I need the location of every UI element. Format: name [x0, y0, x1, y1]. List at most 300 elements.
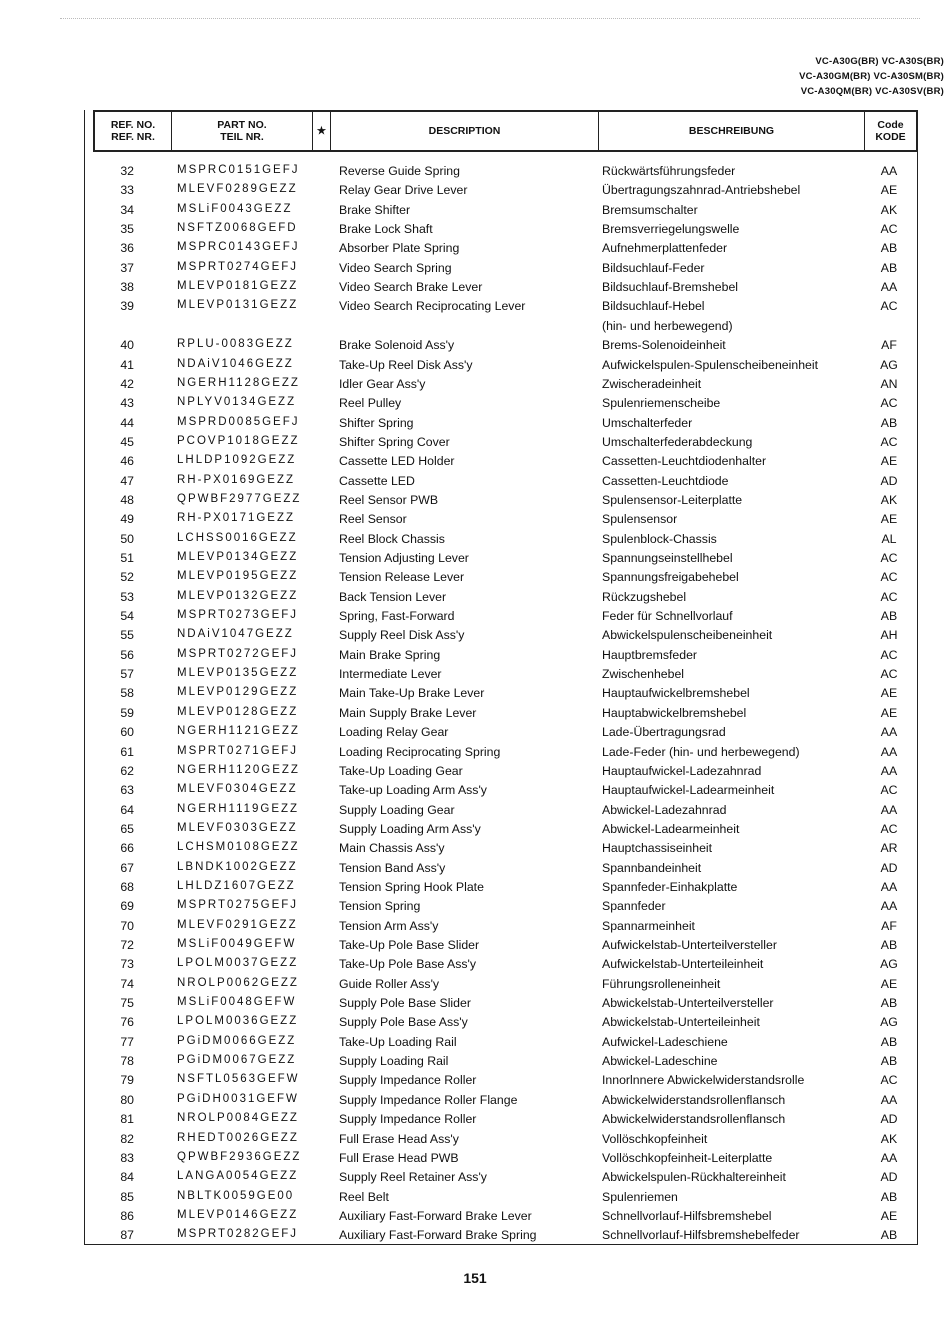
- beschreibung-cell: Vollöschkopfeinheit: [602, 1131, 708, 1146]
- code-cell: AE: [880, 512, 898, 527]
- code-cell: AA: [880, 164, 898, 178]
- ref-cell: 69: [120, 899, 134, 914]
- table-row: [84, 570, 918, 589]
- description-cell: Idler Gear Ass'y: [339, 376, 426, 391]
- part-number-cell: RHEDT0026GEZZ: [177, 1131, 299, 1144]
- code-cell: AB: [880, 938, 898, 952]
- part-number-cell: MSLiF0049GEFW: [177, 938, 297, 950]
- code-cell: AL: [881, 531, 897, 546]
- beschreibung-cell: Spannbandeinheit: [602, 860, 702, 875]
- table-row: [84, 203, 918, 222]
- part-number-cell: MSPRC0143GEFJ: [177, 241, 300, 254]
- description-cell: Video Search Spring: [339, 260, 452, 275]
- beschreibung-cell: Spulenriemenscheibe: [602, 396, 721, 411]
- part-number-cell: MLEVP0128GEZZ: [177, 705, 299, 718]
- ref-cell: 73: [120, 957, 134, 972]
- beschreibung-cell: Cassetten-Leuchtdiode: [602, 473, 729, 488]
- code-cell: AC: [880, 396, 898, 411]
- code-cell: AB: [880, 1034, 898, 1049]
- table-row: [84, 706, 918, 725]
- table-row: [84, 1035, 918, 1054]
- table-row: [84, 1228, 918, 1247]
- description-cell: Tension Adjusting Lever: [339, 551, 469, 565]
- ref-cell: 67: [120, 860, 134, 875]
- part-number-cell: MSPRT0275GEFJ: [177, 899, 299, 912]
- table-row: [84, 319, 918, 338]
- header-part-en: PART NO.: [217, 119, 267, 131]
- code-cell: AB: [880, 996, 898, 1011]
- table-row: [84, 841, 918, 860]
- code-cell: AD: [880, 473, 898, 488]
- part-number-cell: LPOLM0036GEZZ: [177, 1015, 299, 1028]
- beschreibung-cell: Bildsuchlauf-Feder: [602, 260, 705, 275]
- code-cell: AB: [880, 1054, 898, 1069]
- code-cell: AG: [880, 357, 898, 372]
- header-description: [331, 112, 598, 150]
- table-row: [84, 686, 918, 705]
- ref-cell: 42: [120, 376, 134, 391]
- description-cell: Main Chassis Ass'y: [339, 841, 445, 856]
- description-cell: Main Brake Spring: [339, 647, 441, 662]
- table-row: [84, 648, 918, 667]
- ref-cell: 74: [120, 976, 134, 991]
- table-row: [84, 1132, 918, 1151]
- code-cell: AF: [881, 338, 897, 353]
- ref-cell: 81: [120, 1112, 134, 1127]
- ref-cell: 57: [120, 667, 134, 682]
- part-number-cell: MLEVP0146GEZZ: [177, 1208, 299, 1221]
- header-code-de: KODE: [875, 131, 906, 143]
- table-row: [84, 1093, 918, 1112]
- top-edge-dots: [60, 18, 920, 21]
- description-cell: Auxiliary Fast-Forward Brake Spring: [339, 1228, 537, 1243]
- code-cell: AA: [880, 1150, 898, 1165]
- beschreibung-cell: Hauptaufwickelbremshebel: [602, 686, 750, 701]
- code-cell: AC: [880, 299, 898, 314]
- model-line: VC-A30G(BR) VC-A30S(BR): [815, 56, 944, 67]
- part-number-cell: MLEVF0289GEZZ: [177, 183, 298, 196]
- table-row: [84, 1112, 918, 1131]
- description-cell: Tension Band Ass'y: [339, 860, 446, 875]
- part-number-cell: NSFTL0563GEFW: [177, 1073, 300, 1086]
- table-row: [84, 628, 918, 647]
- table-row: [84, 957, 918, 976]
- table-header: [93, 110, 918, 152]
- code-cell: AB: [880, 1189, 898, 1204]
- code-cell: AA: [880, 879, 898, 894]
- page-number: 151: [463, 1270, 487, 1286]
- code-cell: AH: [880, 628, 898, 643]
- beschreibung-cell: Spulenriemen: [602, 1189, 678, 1204]
- header-part-de: TEIL NR.: [220, 131, 264, 143]
- code-cell: AE: [880, 686, 898, 701]
- code-cell: AR: [880, 841, 898, 856]
- description-cell: Tension Spring: [339, 899, 421, 914]
- beschreibung-cell: Spulensensor-Leiterplatte: [602, 492, 743, 507]
- description-cell: Take-Up Pole Base Slider: [339, 938, 480, 952]
- code-cell: AA: [880, 280, 898, 295]
- ref-cell: 79: [120, 1073, 134, 1088]
- ref-cell: 86: [120, 1208, 134, 1223]
- code-cell: AA: [880, 899, 898, 914]
- description-cell: Reverse Guide Spring: [339, 164, 460, 178]
- description-cell: Loading Reciprocating Spring: [339, 744, 501, 759]
- table-row: [84, 338, 918, 357]
- description-cell: Reel Pulley: [339, 396, 402, 411]
- ref-cell: 58: [120, 686, 134, 701]
- description-cell: Supply Impedance Roller: [339, 1112, 477, 1127]
- table-row: [84, 183, 918, 202]
- beschreibung-cell: Bremsumschalter: [602, 202, 698, 217]
- part-number-cell: MSPRC0151GEFJ: [177, 164, 300, 176]
- header-code: [865, 112, 916, 150]
- beschreibung-cell: Hauptbremsfeder: [602, 647, 698, 662]
- code-cell: AK: [880, 202, 898, 217]
- part-number-cell: LHLDP1092GEZZ: [177, 454, 297, 467]
- beschreibung-cell: Cassetten-Leuchtdiodenhalter: [602, 454, 767, 469]
- code-cell: AC: [880, 821, 898, 836]
- code-cell: AE: [880, 705, 898, 720]
- table-row: [84, 474, 918, 493]
- beschreibung-cell: Hauptaufwickel-Ladezahnrad: [602, 763, 762, 778]
- description-cell: Auxiliary Fast-Forward Brake Lever: [339, 1208, 532, 1223]
- table-row: [84, 222, 918, 241]
- ref-cell: 72: [120, 938, 134, 952]
- beschreibung-cell: Bildsuchlauf-Bremshebel: [602, 280, 739, 295]
- code-cell: AE: [880, 454, 898, 469]
- description-cell: Main Take-Up Brake Lever: [339, 686, 485, 701]
- beschreibung-cell: Führungsrolleneinheit: [602, 976, 721, 991]
- table-row: [84, 919, 918, 938]
- ref-cell: 70: [120, 918, 134, 933]
- description-cell: Supply Loading Rail: [339, 1054, 449, 1069]
- ref-cell: 46: [120, 454, 134, 469]
- description-cell: Take-Up Loading Rail: [339, 1034, 457, 1049]
- code-cell: AN: [880, 376, 898, 391]
- ref-cell: 36: [120, 241, 134, 256]
- table-row: [84, 280, 918, 299]
- code-cell: AB: [880, 260, 898, 275]
- description-cell: Brake Shifter: [339, 202, 411, 217]
- part-number-cell: PGiDH0031GEFW: [177, 1092, 299, 1105]
- beschreibung-cell: Hauptchassiseinheit: [602, 841, 713, 856]
- table-row: [84, 1170, 918, 1189]
- ref-cell: 40: [120, 338, 134, 353]
- ref-cell: 77: [120, 1034, 134, 1049]
- description-cell: Full Erase Head PWB: [339, 1150, 459, 1165]
- part-number-cell: RH-PX0171GEZZ: [177, 512, 296, 525]
- code-cell: AB: [880, 241, 898, 256]
- ref-cell: 56: [120, 647, 134, 662]
- header-beschreibung: [599, 112, 864, 150]
- ref-cell: 66: [120, 841, 134, 856]
- table-row: [84, 1073, 918, 1092]
- code-cell: AD: [880, 1112, 898, 1127]
- beschreibung-cell: Abwickelstab-Unterteileinheit: [602, 1015, 760, 1030]
- table-row: [84, 996, 918, 1015]
- ref-cell: 68: [120, 879, 134, 894]
- description-cell: Shifter Spring: [339, 415, 414, 430]
- ref-cell: 65: [120, 821, 134, 836]
- description-cell: Supply Impedance Roller: [339, 1073, 477, 1088]
- code-cell: AC: [880, 783, 898, 798]
- beschreibung-cell: Abwickel-Ladearmeinheit: [602, 821, 740, 836]
- description-cell: Take-Up Reel Disk Ass'y: [339, 357, 473, 372]
- table-row: [84, 822, 918, 841]
- table-row: [84, 416, 918, 435]
- part-number-cell: MSPRT0273GEFJ: [177, 609, 299, 622]
- table-row: [84, 880, 918, 899]
- beschreibung-cell: Aufwickelstab-Unterteilversteller: [602, 938, 777, 952]
- ref-cell: 83: [120, 1150, 134, 1165]
- table-row: [84, 435, 918, 454]
- model-line: VC-A30GM(BR) VC-A30SM(BR): [799, 71, 944, 82]
- code-cell: AB: [880, 415, 898, 430]
- model-line: VC-A30QM(BR) VC-A30SV(BR): [800, 86, 944, 97]
- description-cell: Cassette LED Holder: [339, 454, 455, 469]
- part-number-cell: MLEVF0304GEZZ: [177, 783, 298, 796]
- table-row: [84, 745, 918, 764]
- part-number-cell: LANGA0054GEZZ: [177, 1170, 299, 1183]
- table-row: [84, 493, 918, 512]
- header-part: [172, 112, 312, 150]
- table-row: [84, 899, 918, 918]
- part-number-cell: MSPRT0271GEFJ: [177, 744, 299, 757]
- header-ref: [95, 112, 171, 150]
- beschreibung-cell: Aufwickelstab-Unterteileinheit: [602, 957, 764, 972]
- part-number-cell: MSPRT0272GEFJ: [177, 647, 299, 660]
- code-cell: AC: [880, 222, 898, 237]
- description-cell: Brake Solenoid Ass'y: [339, 338, 455, 353]
- table-row: [84, 977, 918, 996]
- table-row: [84, 590, 918, 609]
- part-number-cell: LHLDZ1607GEZZ: [177, 879, 296, 892]
- part-number-cell: MSLiF0048GEFW: [177, 996, 297, 1009]
- beschreibung-cell: Spulensensor: [602, 512, 678, 527]
- ref-cell: 44: [120, 415, 134, 430]
- description-cell: Intermediate Lever: [339, 667, 442, 682]
- beschreibung-cell: Spulenblock-Chassis: [602, 531, 717, 546]
- code-cell: AC: [880, 647, 898, 662]
- beschreibung-cell: Übertragungszahnrad-Antriebshebel: [602, 183, 801, 198]
- ref-cell: 63: [120, 783, 134, 798]
- part-number-cell: MLEVF0303GEZZ: [177, 821, 298, 834]
- beschreibung-cell: Abwickel-Ladeschine: [602, 1054, 718, 1069]
- description-cell: Tension Spring Hook Plate: [339, 879, 484, 894]
- part-number-cell: LBNDK1002GEZZ: [177, 860, 298, 873]
- ref-cell: 78: [120, 1054, 134, 1069]
- ref-cell: 54: [120, 609, 134, 624]
- beschreibung-cell: Bremsverriegelungswelle: [602, 222, 740, 237]
- ref-cell: 80: [120, 1092, 134, 1107]
- description-cell: Supply Loading Arm Ass'y: [339, 821, 481, 836]
- beschreibung-cell: Hauptaufwickel-Ladearmeinheit: [602, 783, 775, 798]
- header-ref-en: REF. NO.: [110, 119, 156, 131]
- table-row: [84, 609, 918, 628]
- ref-cell: 51: [120, 551, 134, 565]
- description-cell: Loading Relay Gear: [339, 725, 449, 740]
- code-cell: AC: [880, 570, 898, 585]
- part-number-cell: MLEVP0131GEZZ: [177, 299, 299, 312]
- header-ref-de: REF. NR.: [111, 131, 155, 143]
- beschreibung-cell: Umschalterfeder: [602, 415, 693, 430]
- description-cell: Back Tension Lever: [339, 589, 447, 604]
- code-cell: AC: [880, 551, 898, 565]
- ref-cell: 59: [120, 705, 134, 720]
- beschreibung-cell: Zwischenhebel: [602, 667, 685, 682]
- code-cell: AE: [880, 976, 898, 991]
- table-row: [84, 261, 918, 280]
- beschreibung-cell: Spannungsfreigabehebel: [602, 570, 739, 585]
- model-numbers: [744, 54, 944, 99]
- table-row: [84, 725, 918, 744]
- beschreibung-cell: Lade-Übertragungsrad: [602, 725, 726, 740]
- part-number-cell: LCHSS0016GEZZ: [177, 531, 298, 544]
- ref-cell: 39: [120, 299, 134, 314]
- header-beschreibung-label: BESCHREIBUNG: [688, 125, 775, 137]
- ref-cell: 75: [120, 996, 134, 1011]
- table-row: [84, 532, 918, 551]
- description-cell: Reel Sensor: [339, 512, 407, 527]
- table-row: [84, 551, 918, 570]
- part-number-cell: RH-PX0169GEZZ: [177, 473, 296, 486]
- table-row: [84, 164, 918, 183]
- table-row: [84, 667, 918, 686]
- table-row: [84, 358, 918, 377]
- beschreibung-cell: Schnellvorlauf-Hilfsbremshebel: [602, 1208, 772, 1223]
- ref-cell: 50: [120, 531, 134, 546]
- table-row: [84, 1054, 918, 1073]
- part-number-cell: MLEVP0132GEZZ: [177, 589, 299, 602]
- description-cell: Spring, Fast-Forward: [339, 609, 455, 624]
- beschreibung-cell: Abwickelspulenscheibeneinheit: [602, 628, 773, 643]
- description-cell: Shifter Spring Cover: [339, 434, 450, 449]
- code-cell: AK: [880, 1131, 898, 1146]
- part-number-cell: NGERH1119GEZZ: [177, 802, 300, 815]
- beschreibung-cell: Aufwickelspulen-Spulenscheibeneinheit: [602, 357, 819, 372]
- code-cell: AC: [880, 1073, 898, 1088]
- ref-cell: 49: [120, 512, 134, 527]
- beschreibung-cell: Hauptabwickelbremshebel: [602, 705, 747, 720]
- part-number-cell: MLEVP0129GEZZ: [177, 686, 299, 699]
- code-cell: AE: [880, 183, 898, 198]
- code-cell: AA: [880, 725, 898, 740]
- table-row: [84, 1190, 918, 1209]
- ref-cell: 62: [120, 763, 134, 778]
- description-cell: Absorber Plate Spring: [339, 241, 460, 256]
- description-cell: Full Erase Head Ass'y: [339, 1131, 459, 1146]
- description-cell: Take-up Loading Arm Ass'y: [339, 783, 487, 798]
- beschreibung-cell: Feder für Schnellvorlauf: [602, 609, 733, 624]
- description-cell: Take-Up Loading Gear: [339, 763, 463, 778]
- ref-cell: 55: [120, 628, 134, 643]
- part-number-cell: NDAiV1047GEZZ: [177, 628, 294, 641]
- ref-cell: 84: [120, 1170, 134, 1185]
- beschreibung-cell: Abwickelwiderstandsrollenflansch: [602, 1092, 786, 1107]
- beschreibung-cell: Spannungseinstellhebel: [602, 551, 733, 565]
- part-number-cell: PGiDM0067GEZZ: [177, 1054, 297, 1067]
- ref-cell: 60: [120, 725, 134, 740]
- ref-cell: 48: [120, 492, 134, 507]
- beschreibung-cell: Spannarmeinheit: [602, 918, 695, 933]
- part-number-cell: MLEVP0181GEZZ: [177, 280, 299, 293]
- beschreibung-cell: (hin- und herbewegend): [602, 318, 733, 333]
- table-row: [84, 454, 918, 473]
- beschreibung-cell: Rückwärtsführungsfeder: [602, 164, 736, 178]
- description-cell: Supply Reel Disk Ass'y: [339, 628, 465, 643]
- code-cell: AE: [880, 1208, 898, 1223]
- description-cell: Supply Impedance Roller Flange: [339, 1092, 518, 1107]
- description-cell: Tension Release Lever: [339, 570, 465, 585]
- description-cell: Video Search Reciprocating Lever: [339, 299, 526, 314]
- table-row: [84, 783, 918, 802]
- code-cell: AD: [880, 860, 898, 875]
- table-row: [84, 764, 918, 783]
- part-number-cell: LPOLM0037GEZZ: [177, 957, 299, 970]
- ref-cell: 38: [120, 280, 134, 295]
- beschreibung-cell: Aufnehmerplattenfeder: [602, 241, 728, 256]
- code-cell: AA: [880, 1092, 898, 1107]
- description-cell: Supply Reel Retainer Ass'y: [339, 1170, 487, 1185]
- part-number-cell: MLEVP0135GEZZ: [177, 667, 299, 680]
- ref-cell: 85: [120, 1189, 134, 1204]
- table-row: [84, 938, 918, 957]
- part-number-cell: MSPRT0274GEFJ: [177, 260, 299, 273]
- table-row: [84, 1015, 918, 1034]
- code-cell: AK: [880, 492, 898, 507]
- description-cell: Brake Lock Shaft: [339, 222, 433, 237]
- code-cell: AA: [880, 763, 898, 778]
- part-number-cell: PGiDM0066GEZZ: [177, 1034, 297, 1047]
- ref-cell: 37: [120, 260, 134, 275]
- beschreibung-cell: Spannfeder: [602, 899, 666, 914]
- part-number-cell: NROLP0062GEZZ: [177, 976, 299, 989]
- star-icon: ★: [316, 125, 327, 137]
- description-cell: Cassette LED: [339, 473, 415, 488]
- ref-cell: 82: [120, 1131, 134, 1146]
- part-number-cell: PCOVP1018GEZZ: [177, 434, 300, 447]
- part-number-cell: NGERH1128GEZZ: [177, 376, 300, 389]
- table-row: [84, 861, 918, 880]
- table-row: [84, 1151, 918, 1170]
- code-cell: AD: [880, 1170, 898, 1185]
- code-cell: AC: [880, 434, 898, 449]
- beschreibung-cell: Rückzugshebel: [602, 589, 687, 604]
- beschreibung-cell: Lade-Feder (hin- und herbewegend): [602, 744, 800, 759]
- description-cell: Main Supply Brake Lever: [339, 705, 477, 720]
- ref-cell: 64: [120, 802, 134, 817]
- table-row: [84, 396, 918, 415]
- ref-cell: 76: [120, 1015, 134, 1030]
- code-cell: AB: [880, 1228, 898, 1243]
- part-number-cell: MLEVF0291GEZZ: [177, 918, 298, 931]
- code-cell: AG: [880, 957, 898, 972]
- beschreibung-cell: Zwischeradeinheit: [602, 376, 702, 391]
- table-row: [84, 1209, 918, 1228]
- ref-cell: 41: [120, 357, 134, 372]
- beschreibung-cell: Vollöschkopfeinheit-Leiterplatte: [602, 1150, 773, 1165]
- code-cell: AB: [880, 609, 898, 624]
- description-cell: Take-Up Pole Base Ass'y: [339, 957, 476, 972]
- ref-cell: 53: [120, 589, 134, 604]
- ref-cell: 33: [120, 183, 134, 198]
- ref-cell: 52: [120, 570, 134, 585]
- table-row: [84, 803, 918, 822]
- part-number-cell: QPWBF2936GEZZ: [177, 1150, 302, 1163]
- ref-cell: 32: [120, 164, 134, 178]
- part-number-cell: RPLU-0083GEZZ: [177, 338, 294, 351]
- header-star: [313, 112, 330, 150]
